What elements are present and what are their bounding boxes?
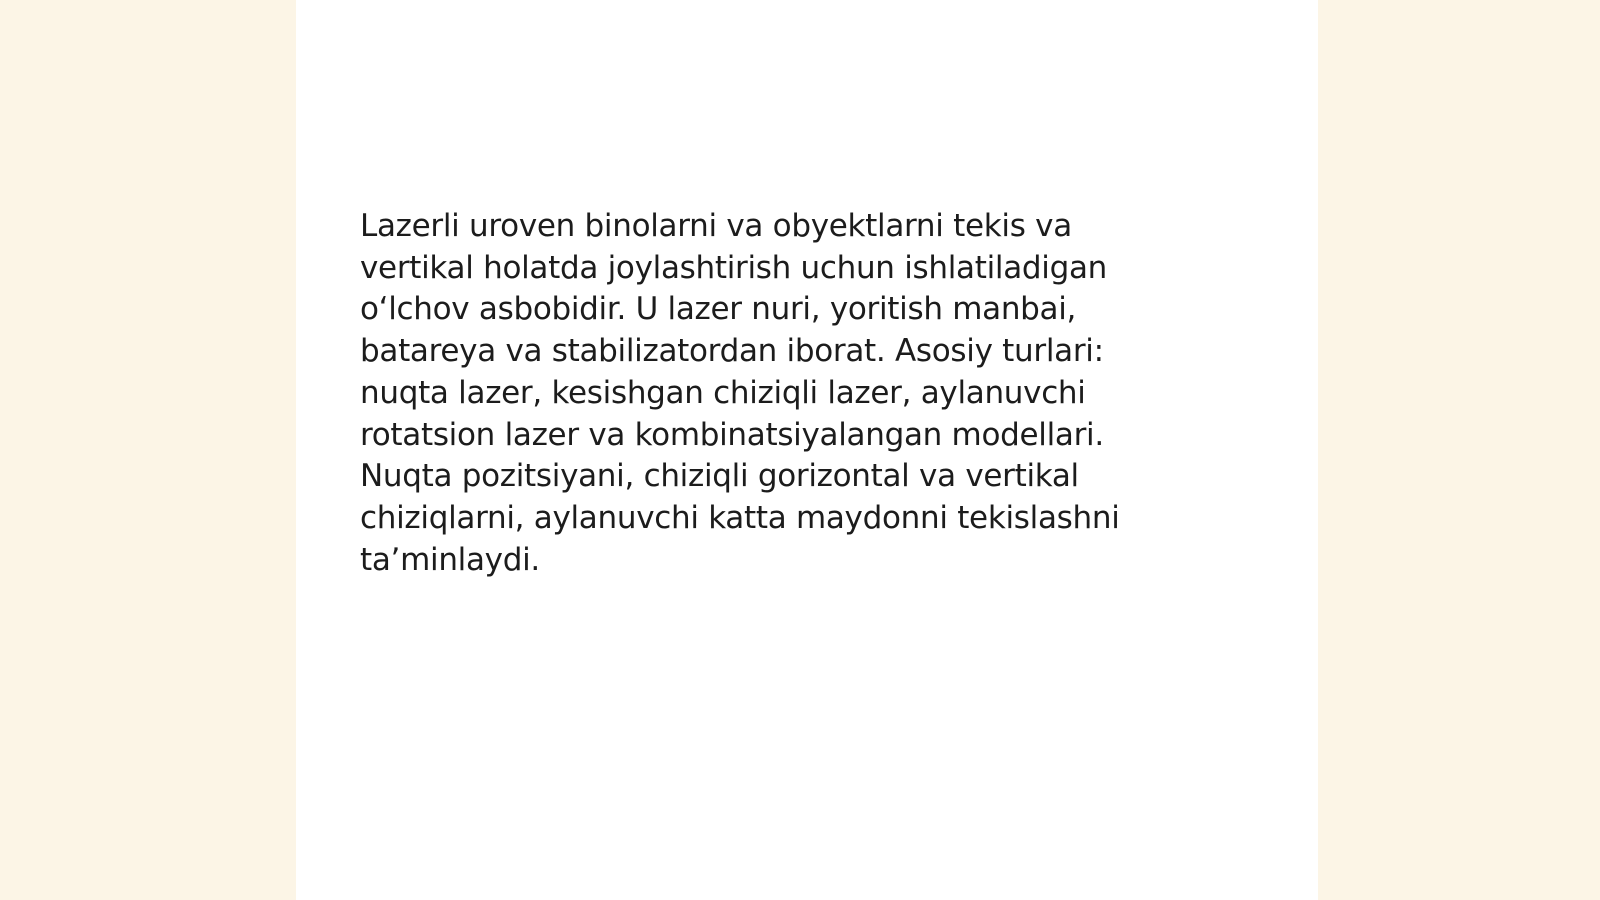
slide-page bbox=[296, 0, 1318, 900]
slide-body-text: Lazerli uroven binolarni va obyektlarni tekis va vertikal holatda joylashtirish uchun ishlatiladigan o‘lchov asbobidir. U lazer nuri, yoritish manbai, batareya va stabilizatordan iborat. Asosiy turlari: nuqta lazer, kesishgan chiziqli lazer, aylanuvchi rotatsion lazer va kombinatsiyalangan modellari. Nuqta pozitsiyani, chiziqli gorizontal va vertikal chiziqlarni, aylanuvchi katta maydonni tekislashni ta’minlaydi. bbox=[360, 208, 1120, 578]
